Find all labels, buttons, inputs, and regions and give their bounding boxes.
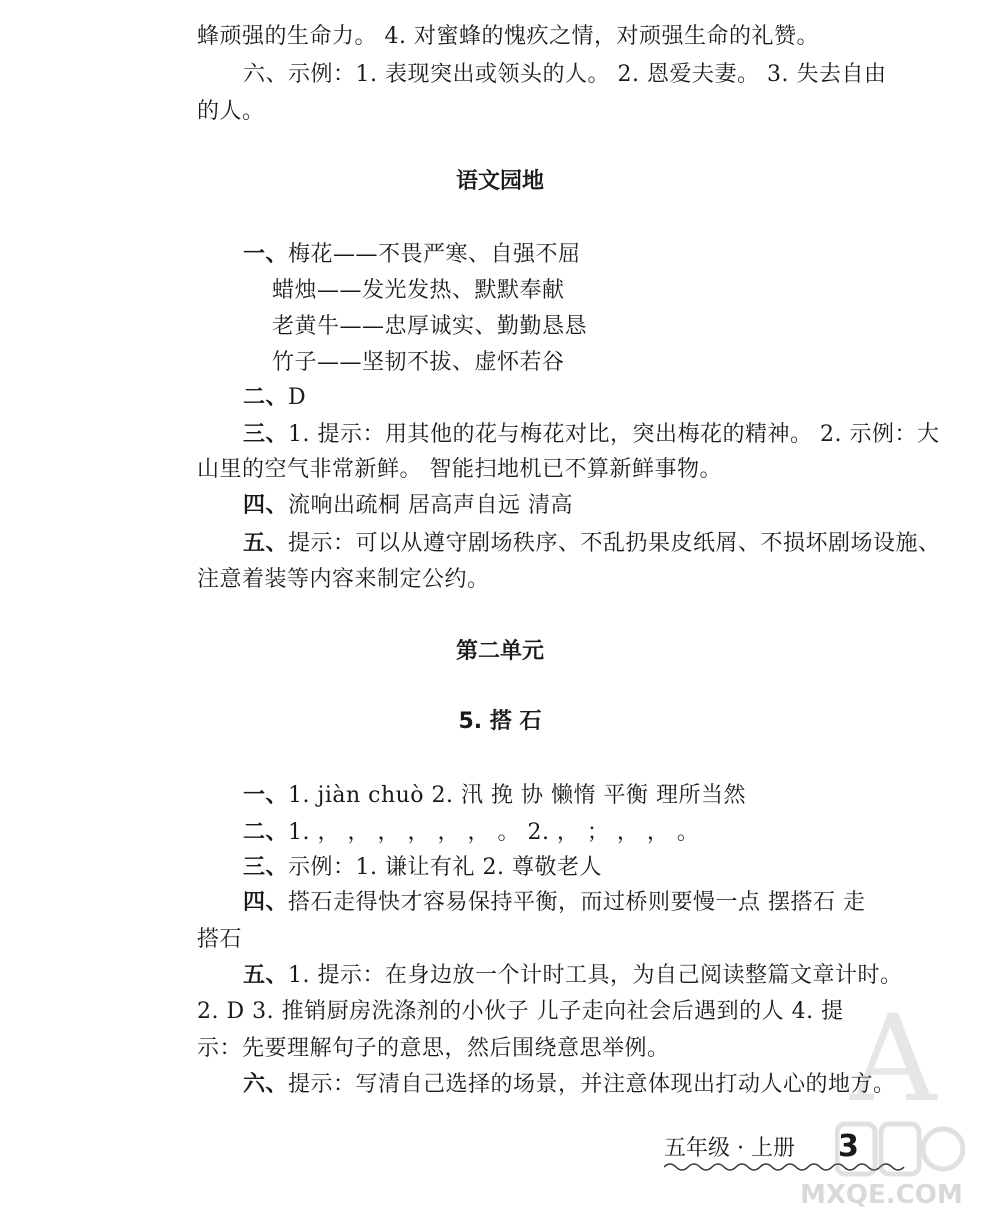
question-label: 三、 [243, 422, 289, 447]
question-label: 五、 [243, 531, 289, 556]
answer-text: 1. ， ， ， ， ， ， 。 2. ， ； ， ， 。 [288, 820, 700, 845]
answer-line: 示：先要理解句子的意思，然后围绕意思举例。 [197, 1036, 670, 1061]
answer-line: 竹子——坚韧不拔、虚怀若谷 [272, 350, 565, 375]
text-line: 蜂顽强的生命力。 4. 对蜜蜂的愧疚之情，对顽强生命的礼赞。 [197, 24, 819, 49]
answer-text: 梅花——不畏严寒、自强不屈 [288, 242, 581, 267]
answer-line [243, 1070, 896, 1100]
answer-line [243, 888, 866, 918]
answer-line [243, 853, 602, 883]
answer-text: 1. jiàn chuò 2. 汛 挽 协 懒惰 平衡 理所当然 [288, 783, 746, 808]
answer-line: 搭石 [197, 927, 243, 952]
answer-line [243, 529, 941, 559]
answer-line [243, 781, 746, 811]
answer-line: 山里的空气非常新鲜。 智能扫地机已不算新鲜事物。 [197, 457, 722, 482]
answer-line [243, 240, 581, 270]
answer-text: 搭石走得快才容易保持平衡，而过桥则要慢一点 摆搭石 走 [288, 890, 866, 915]
answer-line: 老黄牛——忠厚诚实、勤勤恳恳 [272, 314, 588, 339]
answer-line: 蜡烛——发光发热、默默奉献 [272, 278, 565, 303]
footer-grade-label: 五年级 · 上册 [664, 1136, 795, 1161]
site-logo-watermark [835, 1120, 965, 1180]
question-label: 三、 [243, 855, 289, 880]
answer-line [243, 491, 573, 521]
answer-line [243, 818, 699, 848]
answer-line [243, 420, 939, 450]
unit-heading: 第二单元 [455, 639, 544, 664]
question-label: 二、 [243, 385, 289, 410]
page-number: 3 [838, 1129, 859, 1164]
section-heading: 语文园地 [455, 169, 544, 194]
answer-text: 流响出疏桐 居高声自远 清高 [288, 493, 574, 518]
answer-text: 提示：可以从遵守剧场秩序、不乱扔果皮纸屑、不损坏剧场设施、 [288, 531, 941, 556]
answer-line: 2. D 3. 推销厨房洗涤剂的小伙子 儿子走向社会后遇到的人 4. 提 [197, 999, 844, 1024]
question-label: 四、 [243, 890, 289, 915]
answer-text: 1. 提示：用其他的花与梅花对比，突出梅花的精神。 2. 示例：大 [288, 422, 940, 447]
text-line: 的人。 [197, 99, 265, 124]
question-label: 四、 [243, 493, 289, 518]
answer-text: D [288, 385, 307, 410]
answer-line [243, 961, 903, 991]
question-label: 二、 [243, 820, 289, 845]
site-watermark: MXQE.COM [800, 1180, 963, 1210]
question-label: 六、 [243, 1072, 289, 1097]
answer-line [243, 383, 306, 413]
question-label: 一、 [243, 242, 289, 267]
answer-text: 提示：写清自己选择的场景，并注意体现出打动人心的地方。 [288, 1072, 896, 1097]
question-label: 一、 [243, 783, 289, 808]
watermark-letter: A [850, 990, 937, 1129]
text-line: 六、示例：1. 表现突出或领头的人。 2. 恩爱夫妻。 3. 失去自由 [243, 62, 887, 87]
answer-text: 示例：1. 谦让有礼 2. 尊敬老人 [288, 855, 602, 880]
answer-text: 1. 提示：在身边放一个计时工具，为自己阅读整篇文章计时。 [288, 963, 903, 988]
answer-line: 注意着装等内容来制定公约。 [197, 567, 490, 592]
question-label: 五、 [243, 963, 289, 988]
lesson-heading: 5. 搭 石 [458, 709, 542, 734]
